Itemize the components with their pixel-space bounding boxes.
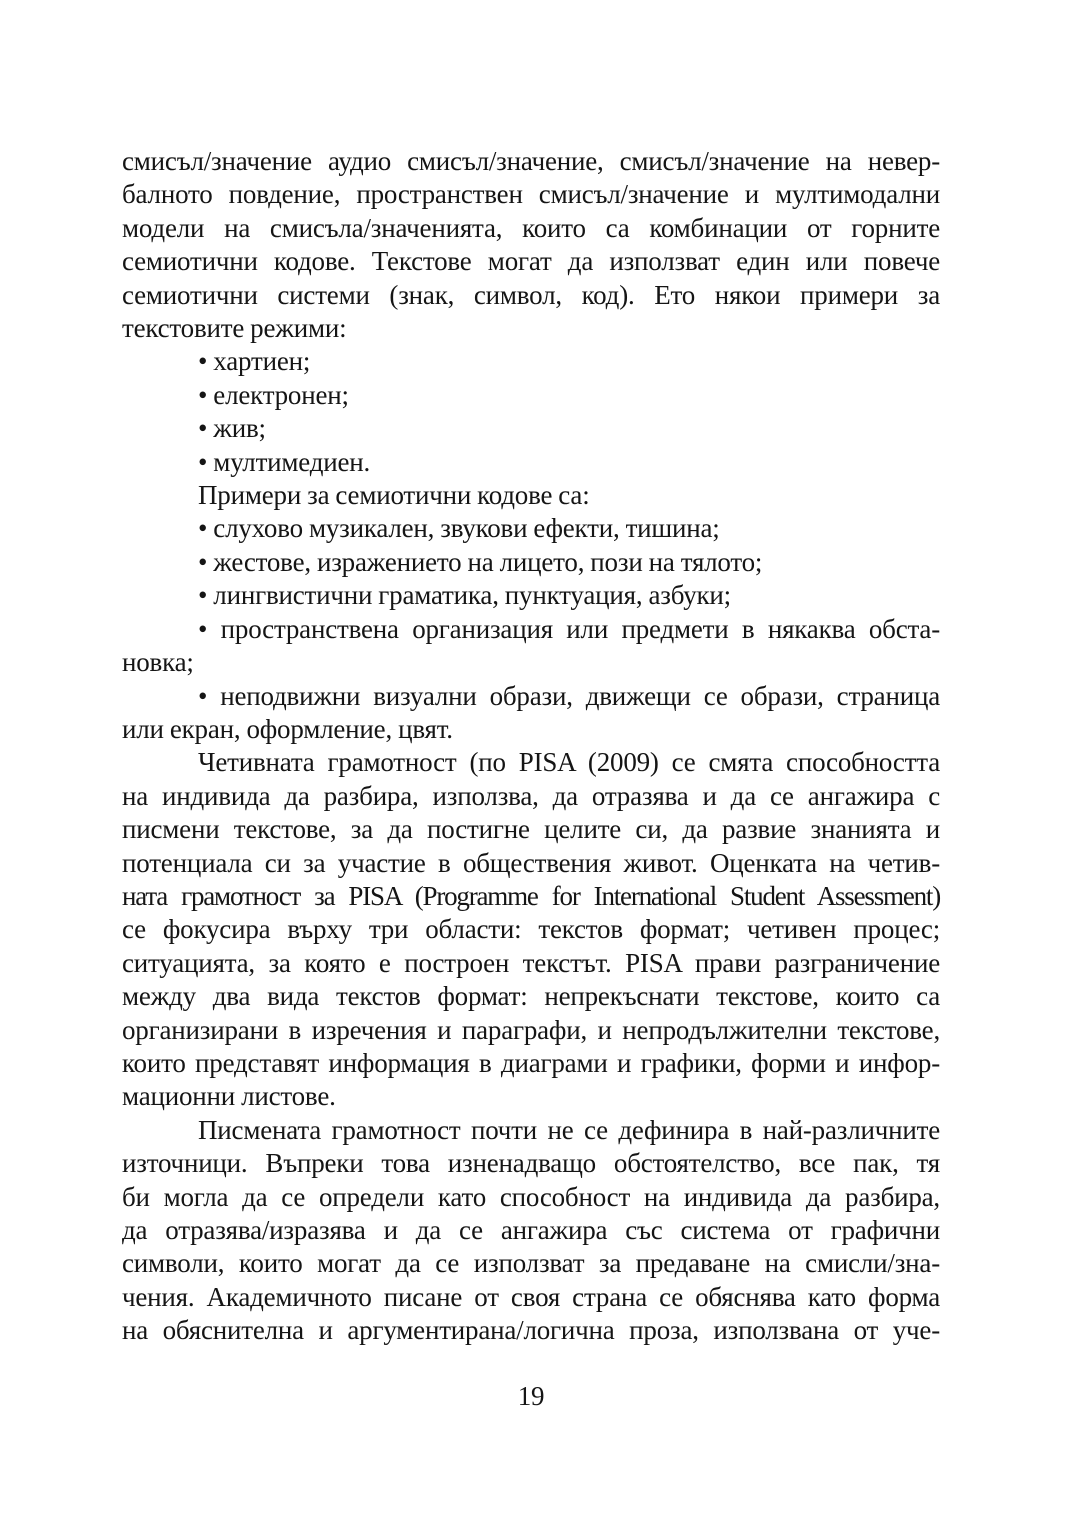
text-line: мационни листове. bbox=[122, 1081, 336, 1112]
list-item-line: • жив; bbox=[198, 413, 266, 444]
list-item-line: • мултимедиен. bbox=[198, 446, 371, 477]
list-item-line: • електронен; bbox=[198, 379, 349, 410]
text-line: семиотични системи (знак, символ, код). Ето някои примери за bbox=[122, 279, 940, 310]
text-line: смисъл/значение аудио смисъл/значение, смисъл/значение на невер- bbox=[122, 146, 940, 176]
text-line: писмени текстове, за да постигне целите си, да развие знанията и bbox=[122, 814, 940, 845]
text-line: организирани в изречения и параграфи, и непродължителни текстове, bbox=[122, 1014, 940, 1045]
list-semiotic-codes bbox=[122, 512, 940, 746]
list-item-line: новка; bbox=[122, 647, 194, 678]
text-line: семиотични кодове. Текстове могат да използват един или повече bbox=[122, 246, 940, 277]
text-line: би могла да се определи като способност на индивида да разбира, bbox=[122, 1181, 940, 1212]
list-item-line: • слухово музикален, звукови ефекти, тишина; bbox=[198, 513, 720, 544]
text-line: на обяснителна и аргументирана/логична проза, използвана от уче- bbox=[122, 1315, 940, 1346]
text-line: които представят информация в диаграми и графики, форми и инфор- bbox=[122, 1047, 940, 1078]
page-number: 19 bbox=[517, 1380, 545, 1411]
list-item-line: • хартиен; bbox=[198, 346, 311, 377]
list-item-line: • лингвистични граматика, пунктуация, азбуки; bbox=[198, 580, 731, 611]
text-line: символи, които могат да се използват за предаване на смисли/зна- bbox=[122, 1248, 940, 1279]
list-text-modes bbox=[122, 345, 940, 479]
text-line: текстовите режими: bbox=[122, 313, 347, 344]
text-line: източници. Въпреки това изненадващо обстоятелство, все пак, тя bbox=[122, 1148, 940, 1179]
paragraph-codes-intro: Примери за семиотични кодове са: bbox=[198, 480, 590, 511]
list-item-line: или екран, оформление, цвят. bbox=[122, 713, 453, 744]
text-line: чения. Академичното писане от своя страна се обяснява като форма bbox=[122, 1281, 940, 1312]
text-line: Четивната грамотност (по PISA (2009) се смята способността bbox=[198, 747, 940, 778]
paragraph-reading-literacy-pisa bbox=[122, 746, 940, 1113]
text-line: ната грамотност за PISA (Programme for International Student Assessment) bbox=[122, 880, 940, 911]
text-line: Писмената грамотност почти не се дефинира в най-различните bbox=[198, 1114, 940, 1145]
text-line: балното повдение, пространствен смисъл/значение и мултимодални bbox=[122, 179, 940, 210]
list-item-line: • пространствена организация или предмети в някаква обста- bbox=[198, 613, 940, 644]
text-line: ситуацията, за която е построен текстът. PISA прави разграничение bbox=[122, 947, 940, 978]
text-line: се фокусира върху три области: текстов формат; четивен процес; bbox=[122, 914, 940, 945]
list-item-line: • неподвижни визуални образи, движещи се образи, страница bbox=[198, 680, 940, 711]
text-line: модели на смисъла/значенията, които са комбинации от горните bbox=[122, 212, 940, 243]
text-line: потенциала си за участие в обществения живот. Оценката на четив- bbox=[122, 847, 940, 878]
paragraph-semiotic-modes bbox=[122, 145, 940, 345]
text-line: да отразява/изразява и да се ангажира със система от графични bbox=[122, 1215, 940, 1245]
text-line: на индивида да разбира, използва, да отразява и да се ангажира с bbox=[122, 780, 940, 811]
list-item-line: • жестове, изражението на лицето, пози на тялото; bbox=[198, 546, 763, 577]
text-line: между два вида текстов формат: непрекъснати текстове, които са bbox=[122, 981, 940, 1012]
paragraph-written-literacy bbox=[122, 1114, 940, 1348]
